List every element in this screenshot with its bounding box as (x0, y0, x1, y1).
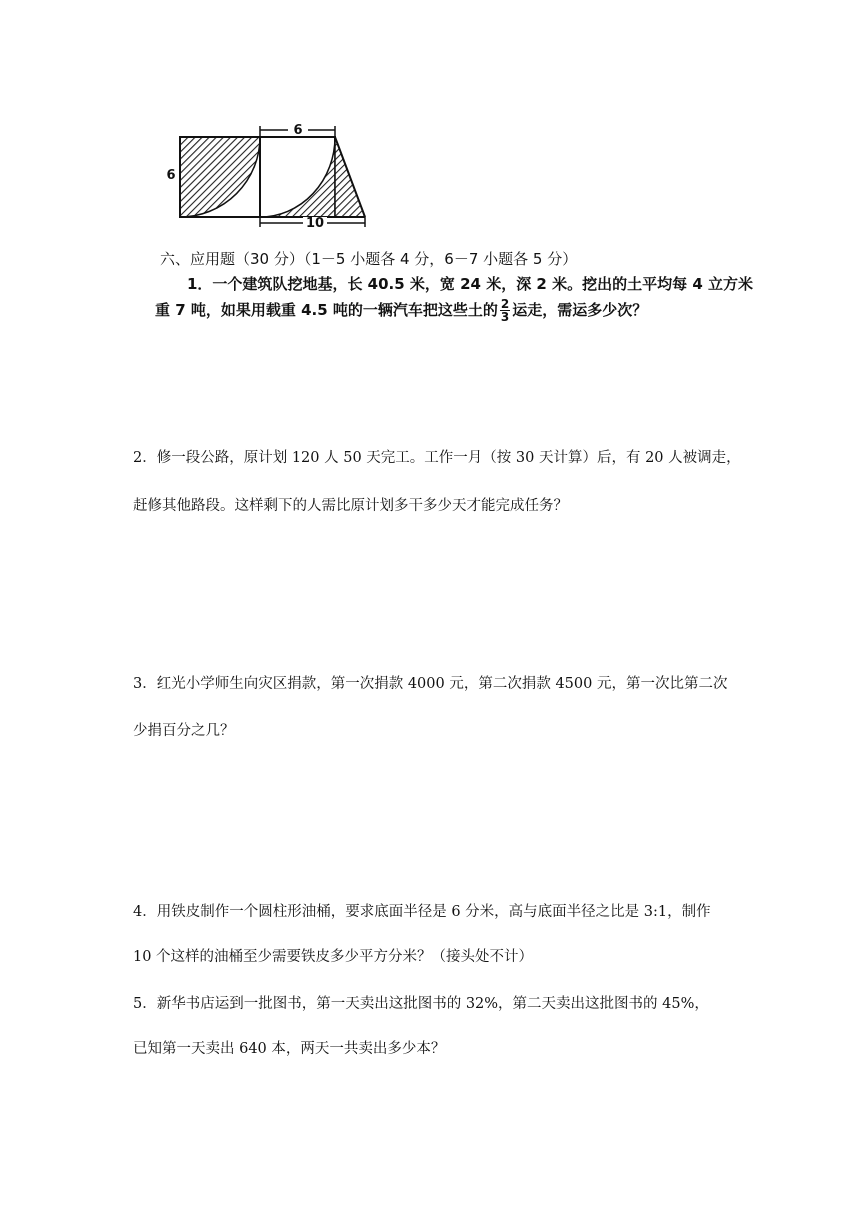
problem-1-text-before-fraction: 重 7 吨，如果用载重 4.5 吨的一辆汽车把这些土的 (155, 301, 498, 319)
shaded-figure-diagram (155, 120, 375, 230)
left-height-label: 6 (166, 168, 176, 183)
geometry-figure (155, 120, 375, 234)
problem-3-line-2: 少捐百分之几？ (133, 723, 235, 739)
bottom-width-label: 10 (305, 216, 325, 230)
problem-5-line-2: 已知第一天卖出 640 本，两天一共卖出多少本？ (133, 1041, 446, 1057)
problem-4-line-2: 10 个这样的油桶至少需要铁皮多少平方分米？（接头处不计） (133, 949, 534, 965)
middle-shaded-region (260, 137, 335, 217)
problem-2-line-1: 2．修一段公路，原计划 120 人 50 天完工。工作一月（按 30 天计算）后，有 20 人被调走， (133, 450, 741, 466)
section-title: 六、应用题（30 分）（1－5 小题各 4 分，6－7 小题各 5 分） (160, 250, 578, 268)
top-width-label: 6 (293, 123, 303, 138)
problem-1-text-after-fraction: 运走，需运多少次？ (512, 301, 648, 319)
fraction-numerator: 2 (500, 297, 510, 311)
problem-3-line-1: 3．红光小学师生向灾区捐款，第一次捐款 4000 元，第二次捐款 4500 元，第一次比第二次 (133, 676, 728, 692)
problem-1-line-1: 1．一个建筑队挖地基，长 40.5 米，宽 24 米，深 2 米。挖出的土平均每 4 立方米 (187, 275, 753, 293)
problem-4-line-1: 4．用铁皮制作一个圆柱形油桶，要求底面半径是 6 分米，高与底面半径之比是 3:1，制作 (133, 904, 711, 920)
fraction-two-thirds (500, 298, 510, 323)
problem-5-line-1: 5．新华书店运到一批图书，第一天卖出这批图书的 32%，第二天卖出这批图书的 45%， (133, 996, 709, 1012)
problem-1-line-2 (155, 298, 647, 323)
left-shaded-region (180, 137, 260, 217)
problem-2-line-2: 赶修其他路段。这样剩下的人需比原计划多干多少天才能完成任务？ (133, 498, 568, 514)
fraction-denominator: 3 (500, 310, 510, 324)
